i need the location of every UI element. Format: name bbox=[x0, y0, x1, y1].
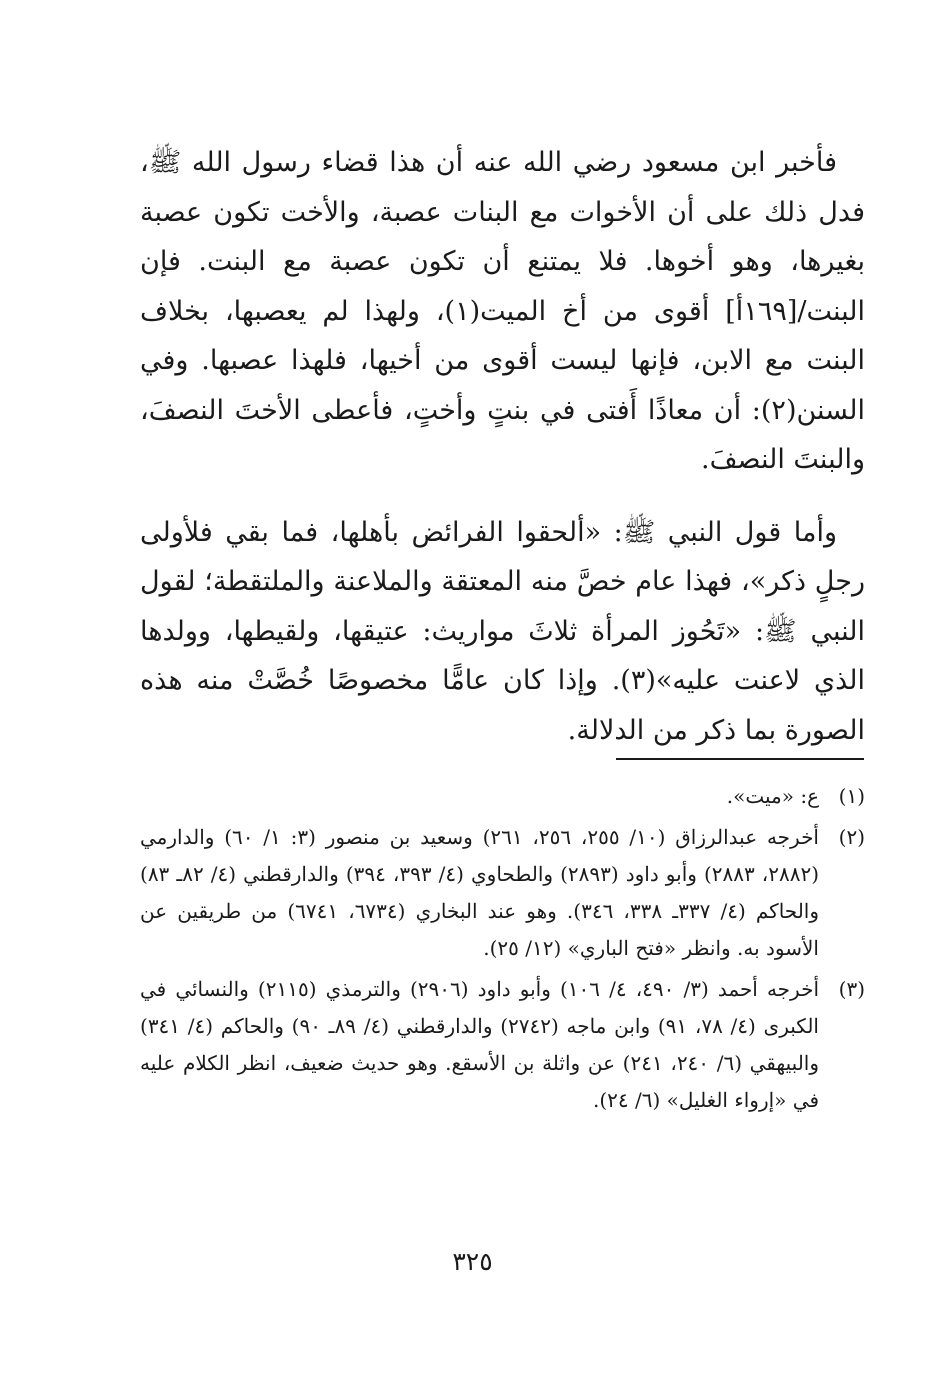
paragraph-2: وأما قول النبي ﷺ: «ألحقوا الفرائض بأهلها، فما بقي فلأولى رجلٍ ذكر»، فهذا عام خصَّ منه المعتقة والملاعنة والملتقطة؛ لقول النبي ﷺ: «تَحُوز المرأة ثلاثَ مواريث: عتيقها، ولقيطها، وولدها الذي لاعنت عليه»(٣). وإذا كان عامًّا مخصوصًا خُصَّتْ منه هذه الصورة بما ذكر من الدلالة. bbox=[140, 516, 865, 746]
footnote-1 bbox=[140, 778, 865, 815]
page-number: ٣٢٥ bbox=[452, 1247, 493, 1276]
footnote-number: (١) bbox=[838, 784, 865, 808]
footnote-2 bbox=[140, 819, 865, 967]
paragraph-1: فأخبر ابن مسعود رضي الله عنه أن هذا قضاء رسول الله ﷺ، فدل ذلك على أن الأخوات مع البنات عصبة، والأخت تكون عصبة بغيرها، وهو أخوها. فلا يمتنع أن تكون عصبة مع البنت. فإن البنت/[١٦٩أ] أقوى من أخ الميت(١)، ولهذا لم يعصبها، بخلاف البنت مع الابن، فإنها ليست أقوى من أخيها، فلهذا عصبها. وفي السنن(٢): أن معاذًا أَفتى في بنتٍ وأختٍ، فأعطى الأختَ النصفَ، والبنتَ النصفَ. bbox=[140, 147, 865, 475]
footnote-number: (٢) bbox=[838, 825, 865, 849]
main-text bbox=[140, 138, 865, 755]
footnote-divider bbox=[616, 758, 864, 760]
footnote-text: أخرجه أحمد (٣/ ٤٩٠، ٤/ ١٠٦) وأبو داود (٢٩٠٦) والترمذي (٢١١٥) والنسائي في الكبرى (٤/ ٧٨، ٩١) وابن ماجه (٢٧٤٢) والدارقطني (٤/ ٨٩ـ ٩٠) والحاكم (٤/ ٣٤١) والبيهقي (٦/ ٢٤٠، ٢٤١) عن واثلة بن الأسقع. وهو حديث ضعيف، انظر الكلام عليه في «إرواء الغليل» (٦/ ٢٤). bbox=[140, 977, 820, 1112]
footnote-3 bbox=[140, 971, 865, 1119]
footnotes bbox=[140, 778, 865, 1123]
footnote-text: ع: «ميت». bbox=[726, 784, 819, 808]
footnote-number: (٣) bbox=[838, 977, 865, 1001]
footnote-text: أخرجه عبدالرزاق (١٠/ ٢٥٥، ٢٥٦، ٢٦١) وسعيد بن منصور (٣: ١/ ٦٠) والدارمي (٢٨٨٢، ٢٨٨٣) وأبو داود (٢٨٩٣) والطحاوي (٤/ ٣٩٣، ٣٩٤) والدارقطني (٤/ ٨٢ـ ٨٣) والحاكم (٤/ ٣٣٧ـ ٣٣٨، ٣٤٦). وهو عند البخاري (٦٧٣٤، ٦٧٤١) من طريقين عن الأسود به. وانظر «فتح الباري» (١٢/ ٢٥). bbox=[140, 825, 820, 960]
